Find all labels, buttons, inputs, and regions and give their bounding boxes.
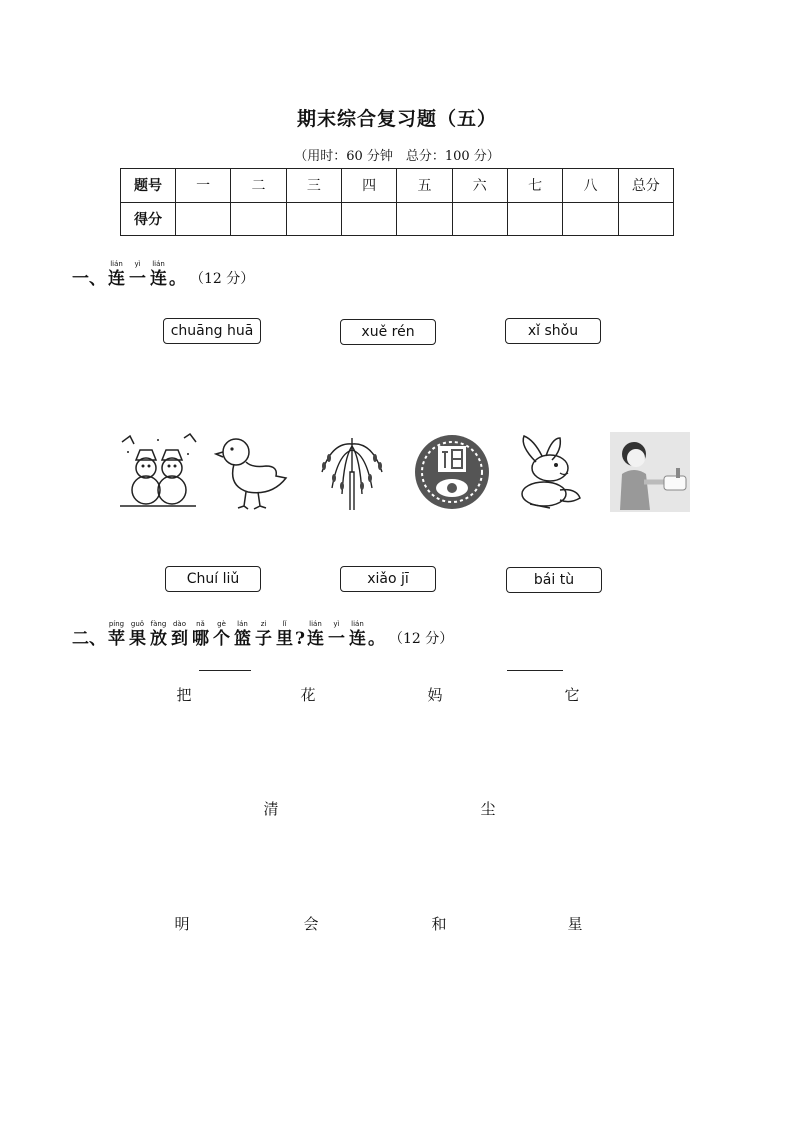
ruby-word [213,620,230,649]
ruby-word [234,620,251,649]
apple-character[interactable]: 把 [176,686,192,704]
hanzi: 连 [108,269,125,289]
score-cell[interactable] [176,202,231,236]
score-table-score-row [121,202,674,236]
pinyin: nǎ [196,620,205,628]
pinyin: lán [237,620,248,628]
ruby-word [171,620,188,649]
section1-punct: 。 [169,269,186,289]
apple-character[interactable]: 妈 [427,686,443,704]
hanzi: 子 [255,629,272,649]
score-cell[interactable] [231,202,286,236]
column-header: 一 [176,169,231,203]
pinyin: píng [108,620,125,628]
apple-character[interactable]: 清 [263,800,279,818]
ruby-word [192,620,209,649]
question-mark: ? [295,629,305,649]
hanzi: 到 [171,629,188,649]
ruby-word [129,620,146,649]
score-cell[interactable] [286,202,341,236]
chick-picture[interactable] [214,432,294,512]
column-header: 三 [286,169,341,203]
row-label-score: 得分 [121,202,176,236]
section2-punct: 。 [367,629,385,649]
apple-character[interactable]: 花 [300,686,316,704]
score-cell[interactable] [452,202,507,236]
section2-number: 二、 [72,629,106,649]
snowman-picture[interactable] [118,432,198,512]
pinyin: gè [217,620,226,628]
hanzi: 连 [348,629,366,649]
column-header: 五 [397,169,452,203]
section1-number: 一、 [72,269,106,289]
apple-character[interactable]: 它 [564,686,580,704]
ruby-word [328,620,345,649]
page-subtitle: （用时：60 分钟 总分：100 分） [294,149,500,164]
ruby-word [255,620,272,649]
pinyin: fàng [150,620,167,628]
hanzi: 个 [213,629,230,649]
rabbit-picture[interactable] [510,432,590,512]
basket-line-right [507,670,563,671]
pinyin-box-bottom-1[interactable]: Chuí liǔ [165,566,261,592]
pinyin: yì [134,260,141,268]
hanzi: 放 [150,629,167,649]
ruby-word [150,620,167,649]
willow-tree-picture[interactable] [312,432,392,512]
ruby-word [349,620,366,649]
section1-score: （12 分） [190,271,255,287]
pinyin: lián [110,260,123,268]
score-table-header-row [121,169,674,203]
pinyin: yì [333,620,340,628]
score-cell[interactable] [563,202,618,236]
pinyin: lián [309,620,322,628]
hanzi: 苹 [108,629,125,649]
section2-score: （12 分） [388,631,454,647]
apple-character[interactable]: 明 [174,915,190,933]
pinyin: lián [152,260,165,268]
column-header: 八 [563,169,618,203]
apple-character[interactable]: 尘 [480,800,496,818]
pinyin: zi [260,620,267,628]
row-label-question-number: 题号 [121,169,176,203]
apple-character[interactable]: 星 [567,915,583,933]
hanzi: 哪 [192,629,209,649]
hanzi: 里 [276,629,293,649]
score-table [120,168,674,236]
pinyin: lián [351,620,364,628]
apple-character[interactable]: 会 [303,915,319,933]
pinyin-box-top-1[interactable]: chuāng huā [163,318,261,344]
basket-line-left [199,670,251,671]
ruby-word [150,260,167,289]
score-cell-total[interactable] [618,202,673,236]
hanzi: 果 [129,629,146,649]
section1-heading [72,260,254,289]
section2-heading [72,620,453,649]
score-cell[interactable] [507,202,562,236]
apple-character[interactable]: 和 [431,915,447,933]
pinyin-box-bottom-3[interactable]: bái tù [506,567,602,593]
ruby-word [108,260,125,289]
hanzi: 连 [150,269,167,289]
paper-cut-fu-picture[interactable] [412,432,492,512]
pinyin-box-bottom-2[interactable]: xiǎo jī [340,566,436,592]
score-cell[interactable] [341,202,396,236]
pinyin: dào [172,620,186,628]
hanzi: 一 [129,269,146,289]
pinyin-box-top-3[interactable]: xǐ shǒu [505,318,601,344]
ruby-word [108,620,125,649]
ruby-word [276,620,293,649]
hanzi: 篮 [234,629,251,649]
ruby-word [129,260,146,289]
hanzi: 连 [306,629,324,649]
column-header: 七 [507,169,562,203]
pinyin: guǒ [130,620,145,628]
girl-washing-hands-picture[interactable] [610,432,690,512]
ruby-word [307,620,324,649]
column-header-total: 总分 [618,169,673,203]
pinyin-box-top-2[interactable]: xuě rén [340,319,436,345]
page-title: 期末综合复习题（五） [296,108,497,130]
column-header: 四 [341,169,396,203]
score-cell[interactable] [397,202,452,236]
column-header: 二 [231,169,286,203]
column-header: 六 [452,169,507,203]
hanzi: 一 [327,629,345,649]
pinyin: lǐ [282,620,287,628]
